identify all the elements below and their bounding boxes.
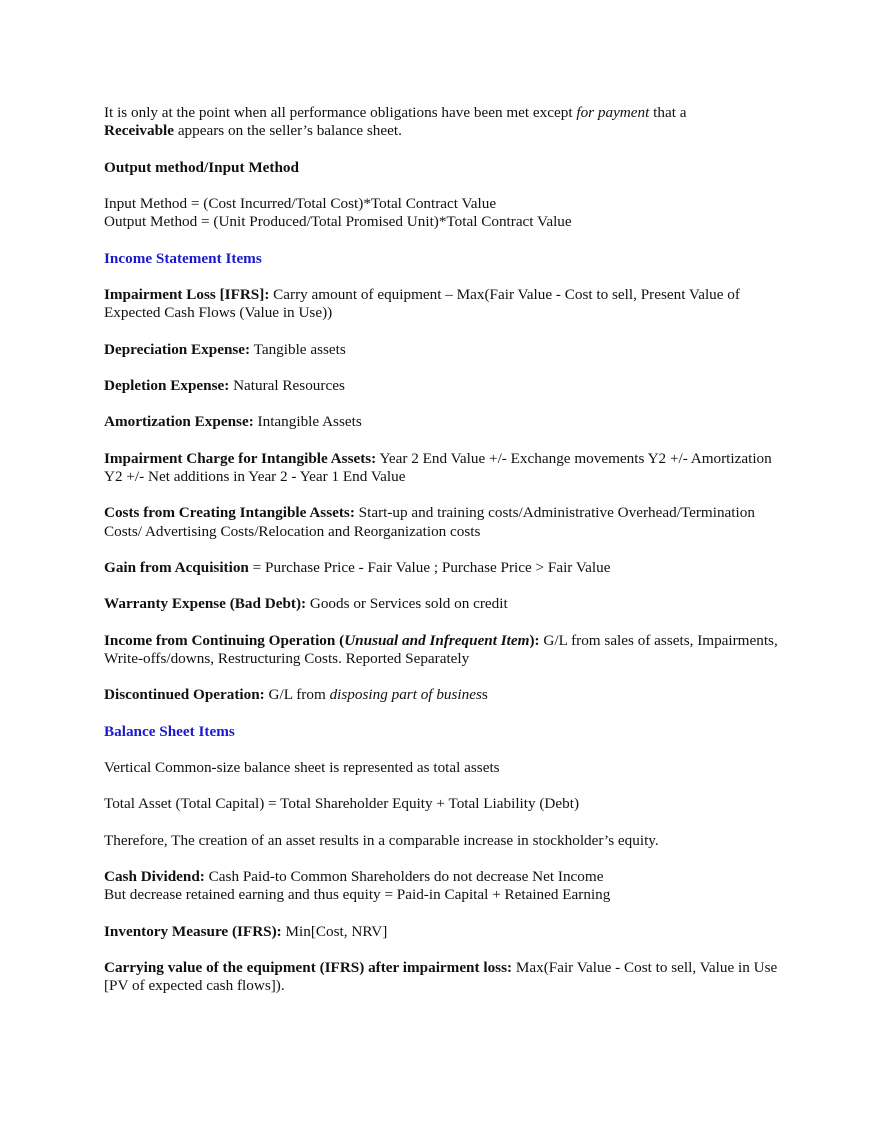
therefore-text: Therefore, The creation of an asset results in a comparable increase in stockholder’s equity. [104,831,659,849]
depreciation-item [104,341,784,359]
intro-text-2: appears on the seller’s balance sheet. [174,122,402,140]
item-label: Costs from Creating Intangible Assets: [104,504,355,522]
item-text: G/L from sales of assets, Impairments, Write-offs/downs, Restructuring Costs. Reported Separately [104,631,778,667]
cash-dividend-item [104,868,784,904]
item-text: Start-up and training costs/Administrative Overhead/Termination Costs/ Advertising Costs/Relocation and Reorganization costs [104,504,755,540]
income-statement-heading: Income Statement Items [104,249,262,267]
warranty-item [104,595,784,613]
item-label: Gain from Acquisition [104,558,249,576]
item-label: Impairment Loss [IFRS]: [104,285,270,303]
item-label: Warranty Expense (Bad Debt): [104,595,307,613]
item-text: Year 2 End Value +/- Exchange movements Y2 +/- Amortization Y2 +/- Net additions in Year 2 - Year 1 End Value [104,449,772,485]
balance-sheet-heading: Balance Sheet Items [104,722,235,740]
item-text: Cash Paid-to Common Shareholders do not decrease Net Income [204,868,604,886]
item-text: Natural Resources [229,376,345,394]
item-text: Goods or Services sold on credit [306,595,508,613]
receivable-term: Receivable [104,122,175,140]
intro-text: It is only at the point when all performance obligations have been met except [104,104,577,121]
item-text: Max(Fair Value - Cost to sell, Value in Use [PV of expected cash flows]). [104,959,778,995]
item-text: Intangible Assets [253,413,362,431]
document-page [104,104,784,1014]
total-asset-text: Total Asset (Total Capital) = Total Shareholder Equity + Total Liability (Debt) [104,795,580,813]
continuing-operation-item [104,632,784,668]
item-label: Depreciation Expense: [104,340,251,358]
input-method-formula: Input Method = (Cost Incurred/Total Cost)*Total Contract Value [104,194,497,212]
methods-formulas [104,195,784,231]
methods-heading: Output method/Input Method [104,158,299,176]
item-label: Carrying value of the equipment (IFRS) after impairment loss: [104,959,513,977]
item-label: Inventory Measure (IFRS): [104,922,282,940]
inventory-measure-item [104,923,784,941]
item-label: Depletion Expense: [104,376,230,394]
item-label: Income from Continuing Operation (Unusual and Infrequent Item): [104,631,540,649]
item-label: Amortization Expense: [104,413,254,431]
gain-acquisition-item [104,559,784,577]
output-method-formula: Output Method = (Unit Produced/Total Promised Unit)*Total Contract Value [104,213,572,231]
item-italic: disposing part of busines [329,686,482,704]
vertical-common-size-text: Vertical Common-size balance sheet is represented as total assets [104,759,500,777]
depletion-item [104,377,784,395]
costs-intangible-item [104,504,784,540]
item-text: Min[Cost, NRV] [281,922,388,940]
intro-paragraph [104,104,784,140]
intro-text-after: that a [649,104,687,121]
item-text: Tangible assets [250,340,346,358]
impairment-loss-item [104,286,784,322]
impairment-charge-item [104,450,784,486]
item-label: Impairment Charge for Intangible Assets: [104,449,377,467]
item-text: G/L from [264,686,330,704]
item-text: = Purchase Price - Fair Value ; Purchase Price > Fair Value [248,558,611,576]
intro-italic: for payment [576,104,650,121]
item-label: Discontinued Operation: [104,686,265,704]
amortization-item [104,413,784,431]
item-text: Carry amount of equipment – Max(Fair Value - Cost to sell, Present Value of Expected Cash Flows (Value in Use)) [104,285,740,322]
item-label: Cash Dividend: [104,868,205,886]
discontinued-operation-item: Discontinued Operation: G/L from disposing part of business [104,686,488,704]
item-text-line2: But decrease retained earning and thus equity = Paid-in Capital + Retained Earning [104,886,611,904]
carrying-value-item [104,959,784,995]
